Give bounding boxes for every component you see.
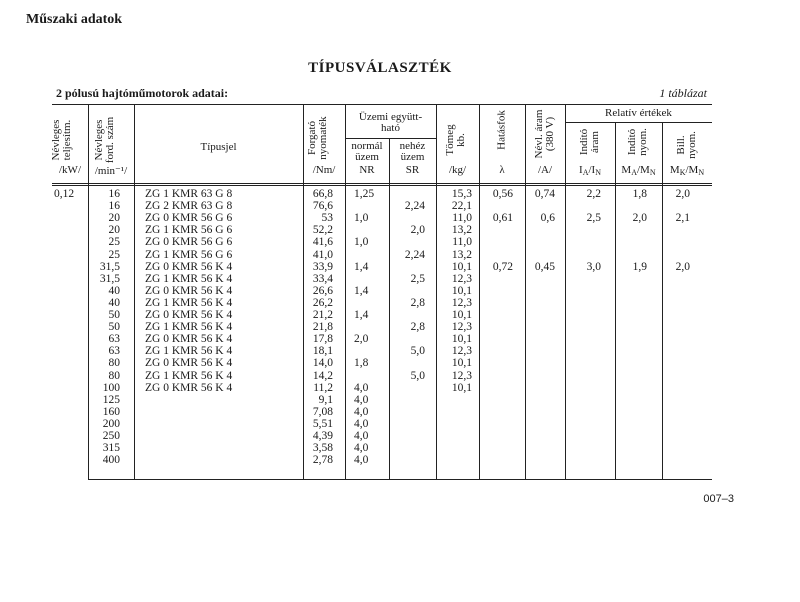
cell-heavy-duty: 2,8 xyxy=(410,321,425,334)
cell-torque: 41,6 xyxy=(312,236,333,249)
header-mass: Tömeg kb. xyxy=(444,124,467,156)
cell-normal-duty: 4,0 xyxy=(354,393,369,406)
cell-type: ZG 1 KMR 63 G 8 xyxy=(145,188,233,200)
header-efficiency-unit: λ xyxy=(499,164,505,176)
cell-ma-mn: 1,9 xyxy=(632,260,647,273)
header-starting-current: Indító áram xyxy=(578,128,601,156)
cell-efficiency: 0,56 xyxy=(492,188,513,200)
cell-heavy-duty: 5,0 xyxy=(410,369,425,382)
cell-heavy-duty: 2,5 xyxy=(410,272,425,285)
cell-speed: 16 xyxy=(108,188,120,200)
cell-torque: 17,8 xyxy=(312,333,333,346)
cell-normal-duty: 1,4 xyxy=(354,309,369,321)
cell-mass: 10,1 xyxy=(451,309,472,321)
cell-mass: 11,0 xyxy=(452,236,472,249)
header-duty-heavy-unit: SR xyxy=(405,164,420,176)
cell-type: ZG 1 KMR 56 K 4 xyxy=(145,345,233,358)
header-ia-in-unit: $I_A/I_N$ xyxy=(579,164,601,177)
header-torque-unit: /Nm/ xyxy=(312,164,336,176)
header-torque: Forgató nyomaték xyxy=(306,116,329,160)
cell-type: ZG 0 KMR 56 K 4 xyxy=(145,309,233,321)
cell-ia-in: 2,5 xyxy=(586,212,601,225)
cell-mass: 22,1 xyxy=(451,200,472,213)
cell-torque: 21,2 xyxy=(312,309,333,321)
header-speed: Névleges ford. szám xyxy=(93,116,116,164)
cell-torque: 33,9 xyxy=(312,260,333,273)
cell-normal-duty: 4,0 xyxy=(354,417,369,430)
cell-type: ZG 2 KMR 63 G 8 xyxy=(145,200,233,213)
cell-normal-duty: 4,0 xyxy=(354,454,369,467)
header-mk-mn-unit: $M_K/M_N$ xyxy=(669,164,705,177)
header-efficiency: Hatásfok xyxy=(495,110,508,150)
header-duty-normal-unit: NR xyxy=(359,164,375,176)
cell-type: ZG 0 KMR 56 G 6 xyxy=(145,212,233,225)
cell-type: ZG 0 KMR 56 K 4 xyxy=(145,333,233,346)
cell-type: ZG 1 KMR 56 K 4 xyxy=(145,296,233,309)
header-duty-normal: normál üzem xyxy=(351,140,383,163)
cell-normal-duty: 4,0 xyxy=(354,381,369,394)
page-title: TÍPUSVÁLASZTÉK xyxy=(308,60,452,76)
header-ma-mn-unit: $M_A/M_N$ xyxy=(621,164,656,177)
cell-torque: 5,51 xyxy=(312,417,333,430)
cell-torque: 9,1 xyxy=(318,393,333,406)
header-relative: Relatív értékek xyxy=(605,107,672,119)
cell-ma-mn: 1,8 xyxy=(632,188,647,200)
cell-torque: 26,6 xyxy=(312,284,333,297)
cell-type: ZG 0 KMR 56 K 4 xyxy=(145,381,233,394)
header-starting-torque: Indító nyom. xyxy=(626,128,649,156)
cell-speed: 100 xyxy=(102,381,120,394)
cell-speed: 50 xyxy=(108,309,120,321)
cell-heavy-duty: 2,24 xyxy=(404,200,425,213)
cell-normal-duty: 1,0 xyxy=(354,212,369,225)
cell-normal-duty: 1,4 xyxy=(354,260,369,273)
cell-mass: 10,1 xyxy=(451,284,472,297)
header-duty-heavy: nehéz üzem xyxy=(399,140,426,163)
cell-speed: 25 xyxy=(108,248,120,261)
cell-mass: 12,3 xyxy=(451,296,472,309)
cell-type: ZG 0 KMR 56 G 6 xyxy=(145,236,233,249)
cell-current: 0,45 xyxy=(534,260,555,273)
cell-type: ZG 1 KMR 56 K 4 xyxy=(145,369,233,382)
cell-speed: 160 xyxy=(102,405,120,418)
cell-normal-duty: 1,4 xyxy=(354,284,369,297)
cell-normal-duty: 4,0 xyxy=(354,442,369,455)
header-type: Típusjel xyxy=(200,141,237,153)
cell-torque: 33,4 xyxy=(312,272,333,285)
cell-mass: 12,3 xyxy=(451,272,472,285)
cell-torque: 41,0 xyxy=(312,248,333,261)
cell-mass: 10,1 xyxy=(451,260,472,273)
cell-mk-mn: 2,1 xyxy=(675,212,690,225)
cell-mass: 12,3 xyxy=(451,345,472,358)
cell-heavy-duty: 2,24 xyxy=(404,248,425,261)
cell-mass: 13,2 xyxy=(451,248,472,261)
cell-torque: 52,2 xyxy=(312,224,333,237)
cell-efficiency: 0,61 xyxy=(492,212,513,225)
cell-speed: 63 xyxy=(108,345,120,358)
cell-torque: 14,0 xyxy=(312,357,333,370)
cell-normal-duty: 4,0 xyxy=(354,430,369,442)
cell-speed: 63 xyxy=(108,333,120,346)
cell-speed: 31,5 xyxy=(99,272,120,285)
cell-speed: 20 xyxy=(108,224,120,237)
cell-speed: 80 xyxy=(108,357,120,370)
cell-mass: 11,0 xyxy=(452,212,472,225)
cell-mass: 10,1 xyxy=(451,381,472,394)
cell-speed: 31,5 xyxy=(99,260,120,273)
cell-ma-mn: 2,0 xyxy=(632,212,647,225)
section-title: Műszaki adatok xyxy=(26,12,123,27)
cell-torque: 26,2 xyxy=(312,296,333,309)
cell-heavy-duty: 2,0 xyxy=(410,224,425,237)
cell-torque: 3,58 xyxy=(312,442,333,455)
cell-mass: 10,1 xyxy=(451,333,472,346)
cell-torque: 21,8 xyxy=(312,321,333,334)
cell-mass: 10,1 xyxy=(451,357,472,370)
cell-speed: 200 xyxy=(102,417,120,430)
header-current-unit: /A/ xyxy=(537,164,553,176)
cell-speed: 125 xyxy=(102,393,120,406)
cell-normal-duty: 1,25 xyxy=(354,188,375,200)
cell-mass: 13,2 xyxy=(451,224,472,237)
cell-type: ZG 1 KMR 56 K 4 xyxy=(145,321,233,334)
cell-speed: 40 xyxy=(108,284,120,297)
cell-mass: 12,3 xyxy=(451,369,472,382)
cell-torque: 14,2 xyxy=(312,369,333,382)
cell-speed: 250 xyxy=(102,430,120,442)
cell-torque: 7,08 xyxy=(312,405,333,418)
cell-type: ZG 1 KMR 56 K 4 xyxy=(145,272,233,285)
cell-mk-mn: 2,0 xyxy=(675,188,690,200)
cell-type: ZG 0 KMR 56 K 4 xyxy=(145,284,233,297)
cell-speed: 80 xyxy=(108,369,120,382)
cell-speed: 50 xyxy=(108,321,120,334)
cell-speed: 25 xyxy=(108,236,120,249)
cell-torque: 76,6 xyxy=(312,200,333,213)
header-power: Névleges teljesítm. xyxy=(50,119,73,161)
cell-torque: 11,2 xyxy=(313,381,333,394)
cell-type: ZG 1 KMR 56 G 6 xyxy=(145,248,233,261)
cell-normal-duty: 1,0 xyxy=(354,236,369,249)
table-subtitle: 2 pólusú hajtóműmotorok adatai: xyxy=(56,86,229,100)
cell-power: 0,12 xyxy=(54,188,75,200)
cell-speed: 40 xyxy=(108,296,120,309)
cell-type: ZG 1 KMR 56 G 6 xyxy=(145,224,233,237)
cell-speed: 400 xyxy=(102,454,120,467)
cell-mk-mn: 2,0 xyxy=(675,260,690,273)
header-mass-unit: /kg/ xyxy=(448,164,467,176)
cell-efficiency: 0,72 xyxy=(492,260,513,273)
cell-normal-duty: 4,0 xyxy=(354,405,369,418)
cell-current: 0,6 xyxy=(540,212,555,225)
cell-torque: 66,8 xyxy=(312,188,333,200)
table-number-label: 1 táblázat xyxy=(659,86,707,100)
header-power-unit: /kW/ xyxy=(59,164,81,176)
cell-ia-in: 3,0 xyxy=(586,260,601,273)
header-current: Névl. áram (380 V) xyxy=(533,109,556,159)
header-duty: Üzemi együtt- ható xyxy=(358,111,423,134)
cell-normal-duty: 2,0 xyxy=(354,333,369,346)
cell-torque: 4,39 xyxy=(312,430,333,442)
cell-heavy-duty: 5,0 xyxy=(410,345,425,358)
header-speed-unit: /min⁻¹/ xyxy=(94,165,128,177)
cell-mass: 12,3 xyxy=(451,321,472,334)
cell-type: ZG 0 KMR 56 K 4 xyxy=(145,260,233,273)
cell-speed: 20 xyxy=(108,212,120,225)
cell-normal-duty: 1,8 xyxy=(354,357,369,370)
cell-speed: 16 xyxy=(108,200,120,213)
cell-torque: 18,1 xyxy=(312,345,333,358)
page-code: 007–3 xyxy=(703,493,734,505)
cell-mass: 15,3 xyxy=(451,188,472,200)
cell-heavy-duty: 2,8 xyxy=(410,296,425,309)
cell-speed: 315 xyxy=(102,442,120,455)
cell-type: ZG 0 KMR 56 K 4 xyxy=(145,357,233,370)
cell-ia-in: 2,2 xyxy=(586,188,601,200)
cell-torque: 2,78 xyxy=(312,454,333,467)
cell-current: 0,74 xyxy=(534,188,555,200)
header-breakdown-torque: Bill. nyom. xyxy=(675,131,698,159)
cell-torque: 53 xyxy=(321,212,333,225)
